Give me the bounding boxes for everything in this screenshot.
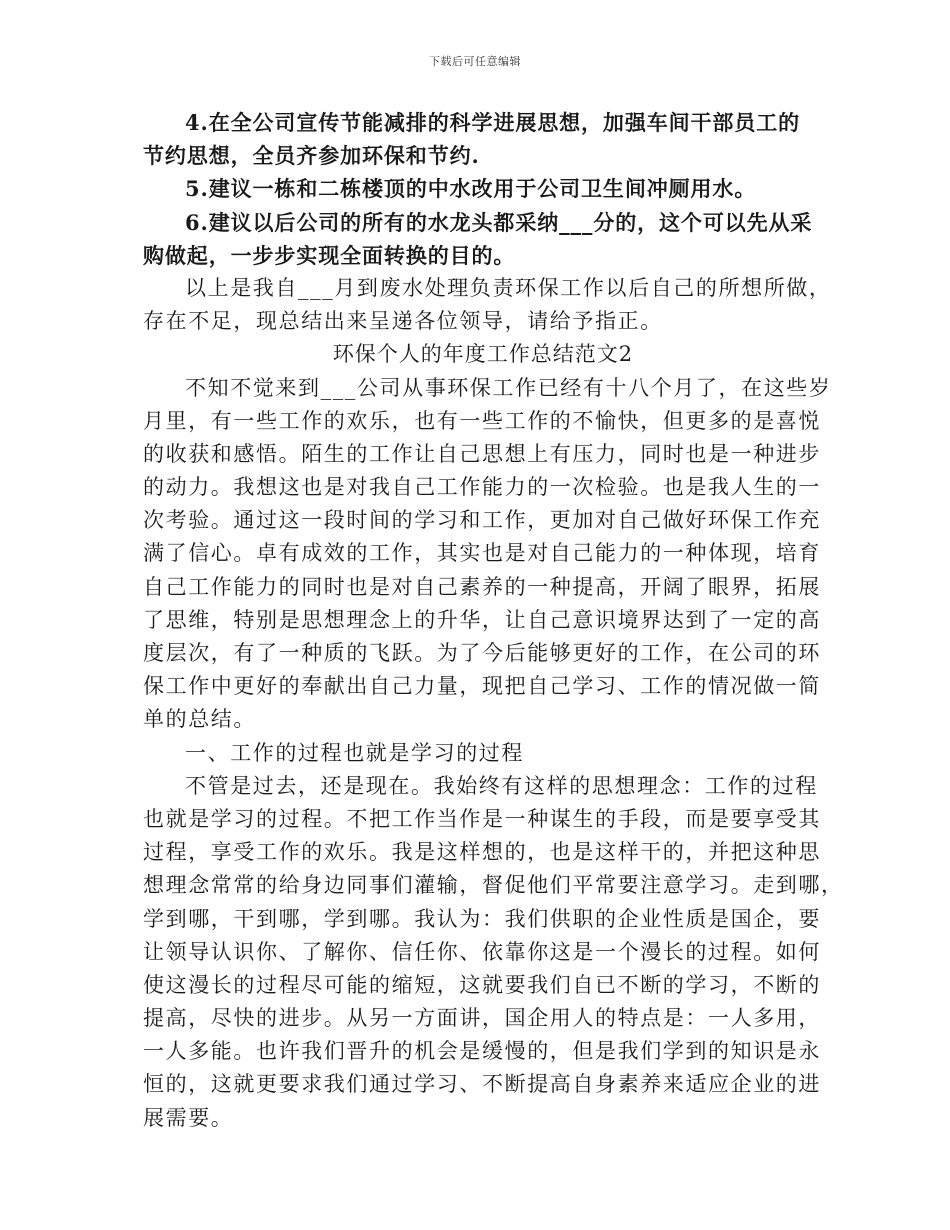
text-line: 不管是过去，还是现在。我始终有这样的思想理念：工作的过程 xyxy=(185,773,818,798)
text-line: 的收获和感悟。陌生的工作让自己思想上有压力，同时也是一种进步 xyxy=(143,441,821,466)
text-line: 了思维，特别是思想理念上的升华，让自己意识境界达到了一定的高 xyxy=(143,607,821,632)
text-line: 5.建议一栋和二栋楼顶的中水改用于公司卫生间冲厕用水。 xyxy=(185,176,757,202)
text-line: 的动力。我想这也是对我自己工作能力的一次检验。也是我人生的一 xyxy=(143,475,821,500)
text-line: 环保个人的年度工作总结范文2 xyxy=(332,342,634,367)
text-line: 次考验。通过这一段时间的学习和工作，更加对自己做好环保工作充 xyxy=(143,508,821,533)
text-line: 不知不觉来到___公司从事环保工作已经有十八个月了，在这些岁 xyxy=(185,375,832,400)
document-body xyxy=(143,106,844,1135)
text-line: 恒的，这就更要求我们通过学习、不断提高自身素养来适应企业的进 xyxy=(143,1072,821,1097)
text-line: 以上是我自___月到废水处理负责环保工作以后自己的所想所做， xyxy=(185,275,832,300)
text-line: 一人多能。也许我们晋升的机会是缓慢的，但是我们学到的知识是永 xyxy=(143,1039,821,1064)
text-line: 想理念常常的给身边同事们灌输，督促他们平常要注意学习。走到哪， xyxy=(143,873,844,898)
text-line: 提高，尽快的进步。从另一方面讲，国企用人的特点是：一人多用， xyxy=(143,1006,821,1031)
text-line: 4.在全公司宣传节能减排的科学进展思想，加强车间干部员工的 xyxy=(185,110,801,135)
text-line: 存在不足，现总结出来呈递各位领导，请给予指正。 xyxy=(143,309,663,334)
text-line: 过程，享受工作的欢乐。我是这样想的，也是这样干的，并把这种思 xyxy=(143,840,821,865)
text-line: 6.建议以后公司的所有的水龙头都采纳___分的，这个可以先从采 xyxy=(185,209,813,235)
text-line: 节约思想，全员齐参加环保和节约. xyxy=(143,143,480,169)
text-line: 单的总结。 xyxy=(143,707,256,732)
text-line: 使这漫长的过程尽可能的缩短，这就要我们自已不断的学习，不断的 xyxy=(143,972,821,997)
text-line: 度层次，有了一种质的飞跃。为了今后能够更好的工作，在公司的环 xyxy=(143,641,821,665)
text-line: 一、工作的过程也就是学习的过程 xyxy=(185,740,524,765)
text-line: 月里，有一些工作的欢乐，也有一些工作的不愉快，但更多的是喜悦 xyxy=(143,408,821,433)
page-header-note: 下载后可任意编辑 xyxy=(429,55,521,68)
text-line: 让领导认识你、了解你、信任你、依靠你这是一个漫长的过程。如何 xyxy=(143,939,821,964)
text-line: 学到哪，干到哪，学到哪。我认为：我们供职的企业性质是国企，要 xyxy=(143,906,821,931)
text-line: 展需要。 xyxy=(143,1105,234,1130)
text-line: 满了信心。卓有成效的工作，其实也是对自己能力的一种体现，培育 xyxy=(143,541,821,566)
text-line: 购做起，一步步实现全面转换的目的。 xyxy=(143,242,516,268)
text-line: 自己工作能力的同时也是对自己素养的一种提高，开阔了眼界，拓展 xyxy=(143,574,821,599)
text-line: 保工作中更好的奉献出自己力量，现把自己学习、工作的情况做一简 xyxy=(143,674,821,699)
text-line: 也就是学习的过程。不把工作当作是一种谋生的手段，而是要享受其 xyxy=(143,806,821,831)
